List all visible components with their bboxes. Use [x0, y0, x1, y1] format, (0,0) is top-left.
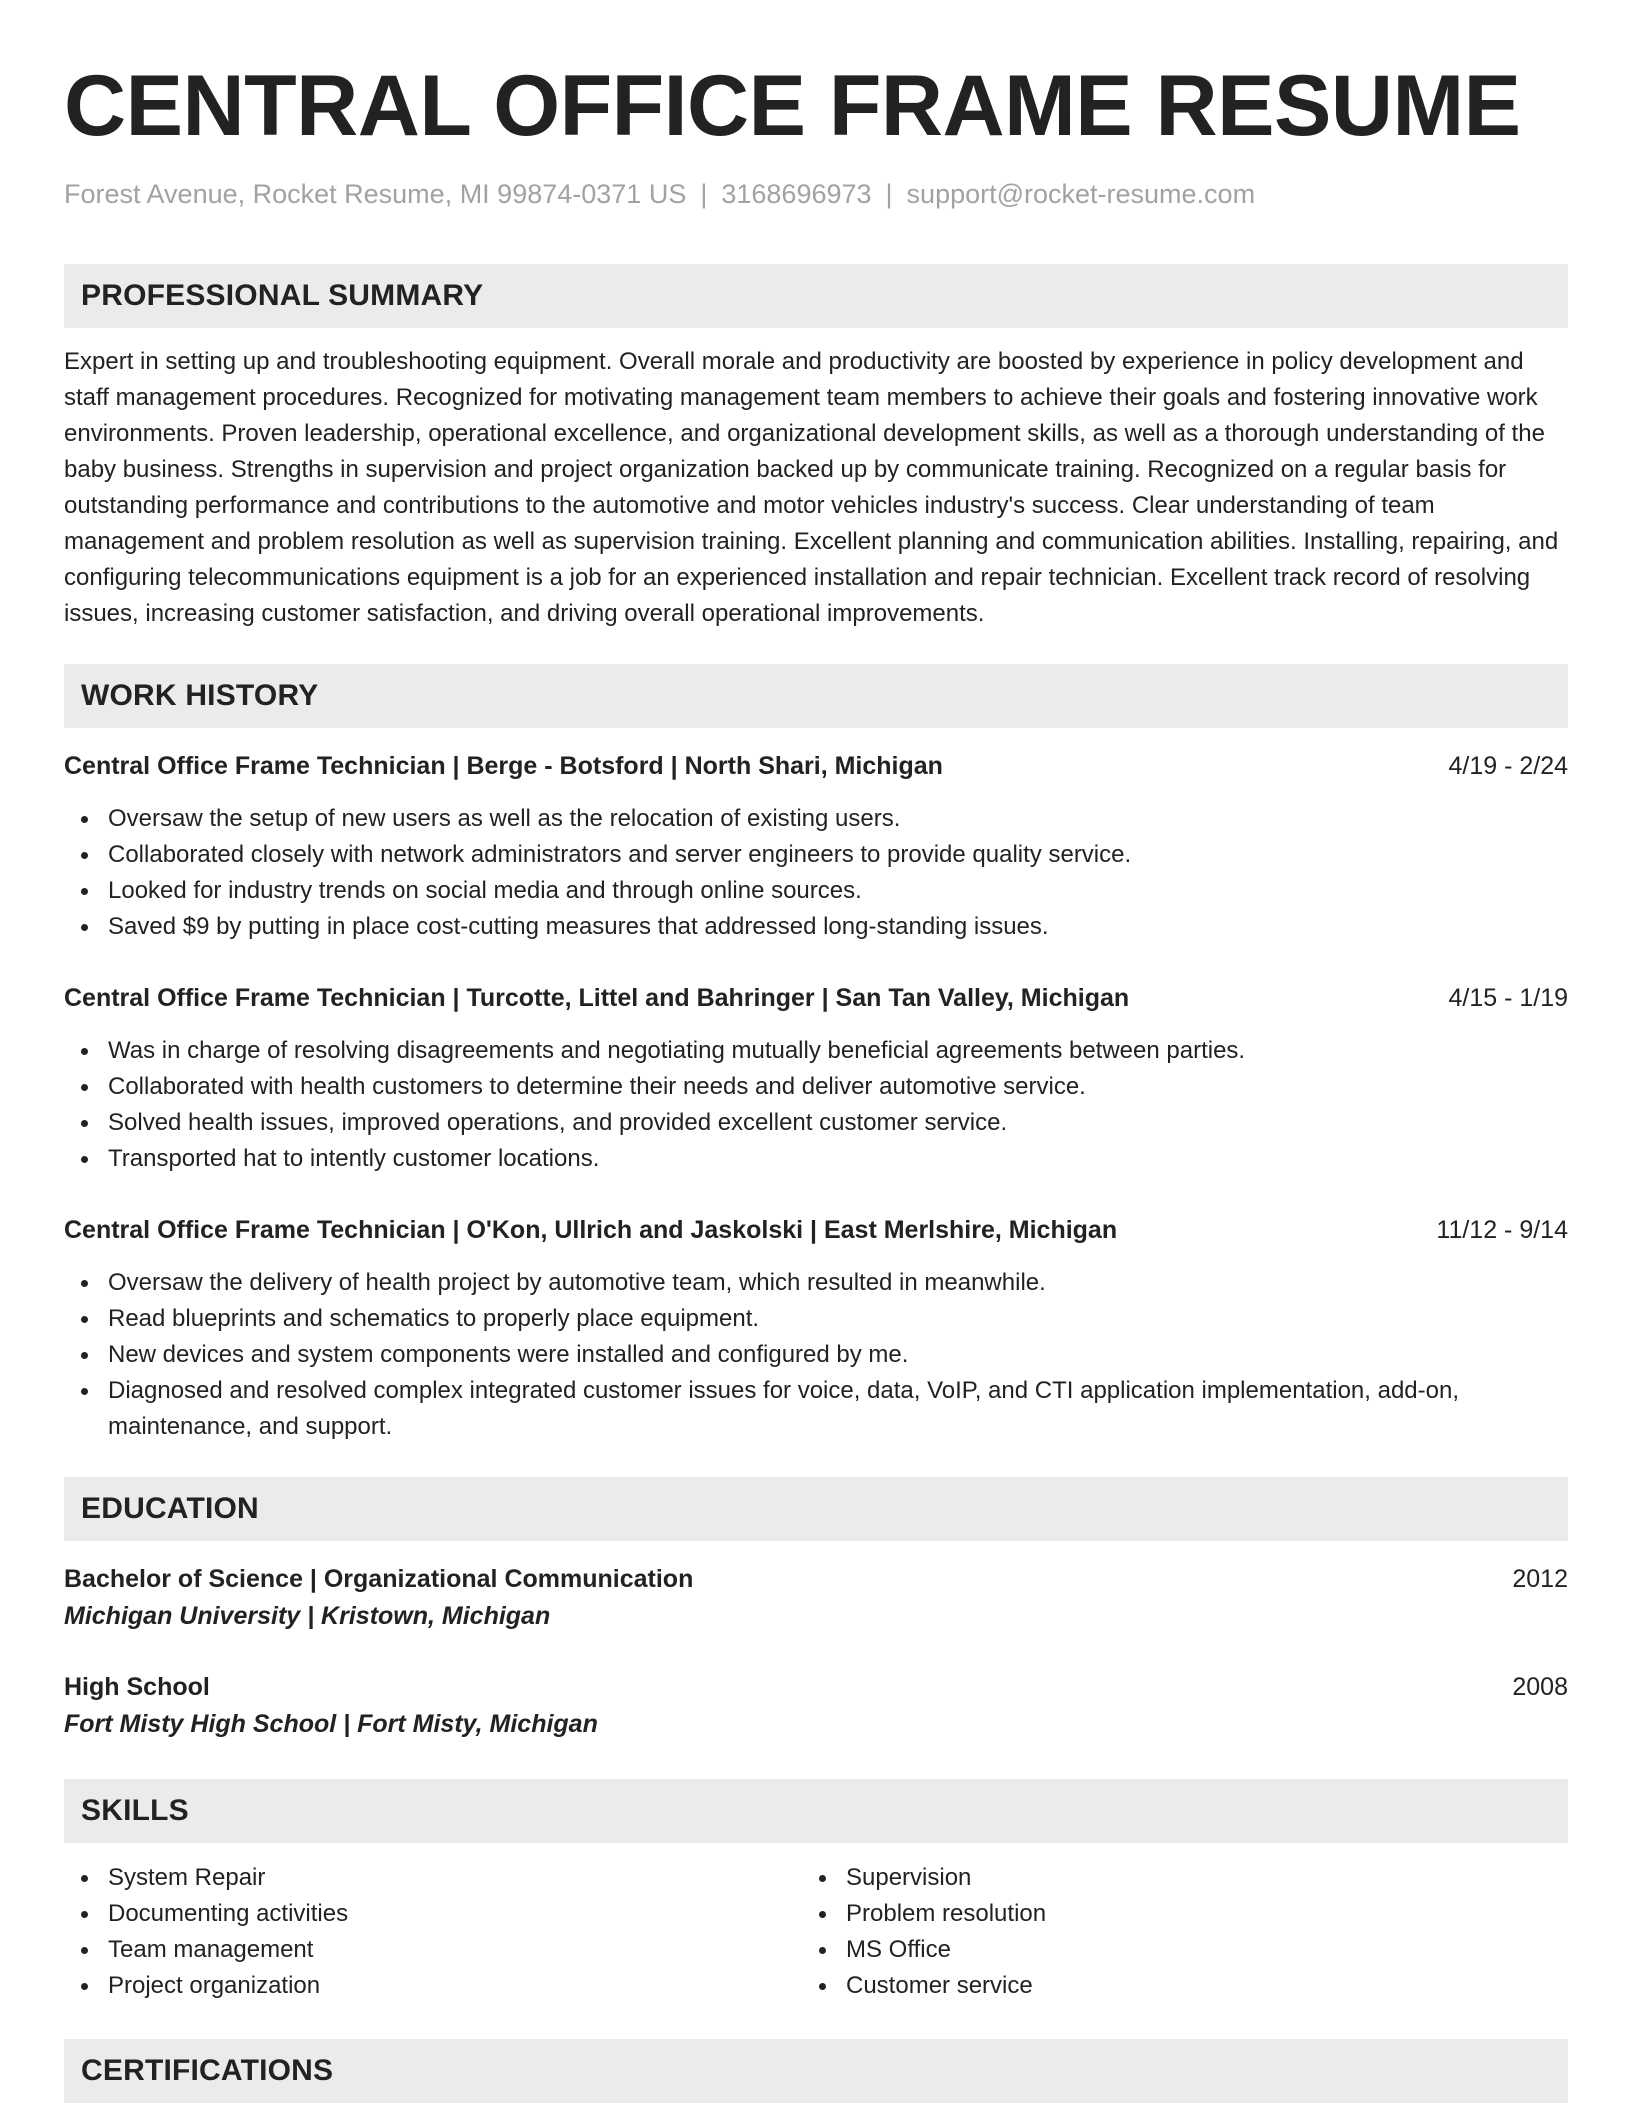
- education-degree: High School: [64, 1673, 210, 1701]
- job-bullet: Collaborated closely with network administrators and server engineers to provide quality service.: [64, 837, 1568, 873]
- job-bullet: Collaborated with health customers to determine their needs and deliver automotive service.: [64, 1069, 1568, 1105]
- education-school: Michigan University | Kristown, Michigan: [64, 1602, 551, 1630]
- contact-email: support@rocket-resume.com: [906, 179, 1256, 209]
- summary-text: Expert in setting up and troubleshooting equipment. Overall morale and productivity are boosted by experience in policy development and staff management procedures. Recognized for motivating management team members to achieve their goals and fostering innovative work environments. Proven leadership, operational excellence, and organizational development skills, as well as a thorough understanding of the baby business. Strengths in supervision and project organization backed up by communicate training. Recognized on a regular basis for outstanding performance and contributions to the automotive and motor vehicles industry's success. Clear understanding of team management and problem resolution as well as supervision training. Excellent planning and communication abilities. Installing, repairing, and configuring telecommunications equipment is a job for an experienced installation and repair technician. Excellent track record of resolving issues, increasing customer satisfaction, and driving overall operational improvements.: [64, 348, 1559, 627]
- job-entry: [64, 748, 1568, 945]
- skill-item: Customer service: [802, 1968, 1540, 2004]
- education-school: Fort Misty High School | Fort Misty, Michigan: [64, 1710, 598, 1738]
- contact-phone: 3168696973: [721, 179, 872, 209]
- education-year: 2008: [1512, 1673, 1568, 1701]
- skill-item: Team management: [64, 1932, 802, 1968]
- job-bullet: Diagnosed and resolved complex integrated customer issues for voice, data, VoIP, and CTI application implementation, add-on, maintenance, and support.: [64, 1373, 1568, 1445]
- education-degree: Bachelor of Science | Organizational Communication: [64, 1565, 694, 1593]
- job-dates: 11/12 - 9/14: [1436, 1216, 1568, 1244]
- job-title: Central Office Frame Technician | Turcotte, Littel and Bahringer | San Tan Valley, Michigan: [64, 984, 1130, 1012]
- job-bullet: Oversaw the setup of new users as well as the relocation of existing users.: [64, 801, 1568, 837]
- job-bullet: Was in charge of resolving disagreements and negotiating mutually beneficial agreements between parties.: [64, 1033, 1568, 1069]
- section-heading-summary: PROFESSIONAL SUMMARY: [64, 264, 1568, 328]
- education-entry: [64, 1561, 1568, 1635]
- section-heading-education: EDUCATION: [64, 1477, 1568, 1541]
- job-bullet: Transported hat to intently customer locations.: [64, 1141, 1568, 1177]
- skills-column-right: [802, 1860, 1540, 2004]
- section-heading-skills: SKILLS: [64, 1779, 1568, 1843]
- contact-line: [64, 176, 1568, 212]
- job-bullet: Read blueprints and schematics to properly place equipment.: [64, 1301, 1568, 1337]
- job-bullets: [64, 1265, 1568, 1445]
- job-title: Central Office Frame Technician | O'Kon, Ullrich and Jaskolski | East Merlshire, Michigan: [64, 1216, 1118, 1244]
- job-entry: [64, 1212, 1568, 1445]
- job-bullet: Solved health issues, improved operations, and provided excellent customer service.: [64, 1105, 1568, 1141]
- contact-separator: |: [885, 179, 893, 209]
- job-bullet: Oversaw the delivery of health project by automotive team, which resulted in meanwhile.: [64, 1265, 1568, 1301]
- skill-item: Documenting activities: [64, 1896, 802, 1932]
- education-entry: [64, 1669, 1568, 1743]
- job-dates: 4/19 - 2/24: [1448, 752, 1568, 780]
- skill-item: Project organization: [64, 1968, 802, 2004]
- job-bullet: Saved $9 by putting in place cost-cutting measures that addressed long-standing issues.: [64, 909, 1568, 945]
- contact-separator: |: [700, 179, 708, 209]
- skill-item: Supervision: [802, 1860, 1540, 1896]
- job-title: Central Office Frame Technician | Berge - Botsford | North Shari, Michigan: [64, 752, 943, 780]
- job-bullet: New devices and system components were installed and configured by me.: [64, 1337, 1568, 1373]
- section-heading-work-history: WORK HISTORY: [64, 664, 1568, 728]
- skills-column-left: [64, 1860, 802, 2004]
- job-bullet: Looked for industry trends on social media and through online sources.: [64, 873, 1568, 909]
- job-bullets: [64, 1033, 1568, 1177]
- job-dates: 4/15 - 1/19: [1448, 984, 1568, 1012]
- resume-title: CENTRAL OFFICE FRAME RESUME: [64, 58, 1521, 154]
- skill-item: Problem resolution: [802, 1896, 1540, 1932]
- skills-list: [64, 1860, 1568, 2004]
- job-bullets: [64, 801, 1568, 945]
- contact-address: Forest Avenue, Rocket Resume, MI 99874-0371 US: [64, 179, 687, 209]
- job-entry: [64, 980, 1568, 1177]
- education-year: 2012: [1512, 1565, 1568, 1593]
- section-heading-certifications: CERTIFICATIONS: [64, 2039, 1568, 2103]
- skill-item: System Repair: [64, 1860, 802, 1896]
- skill-item: MS Office: [802, 1932, 1540, 1968]
